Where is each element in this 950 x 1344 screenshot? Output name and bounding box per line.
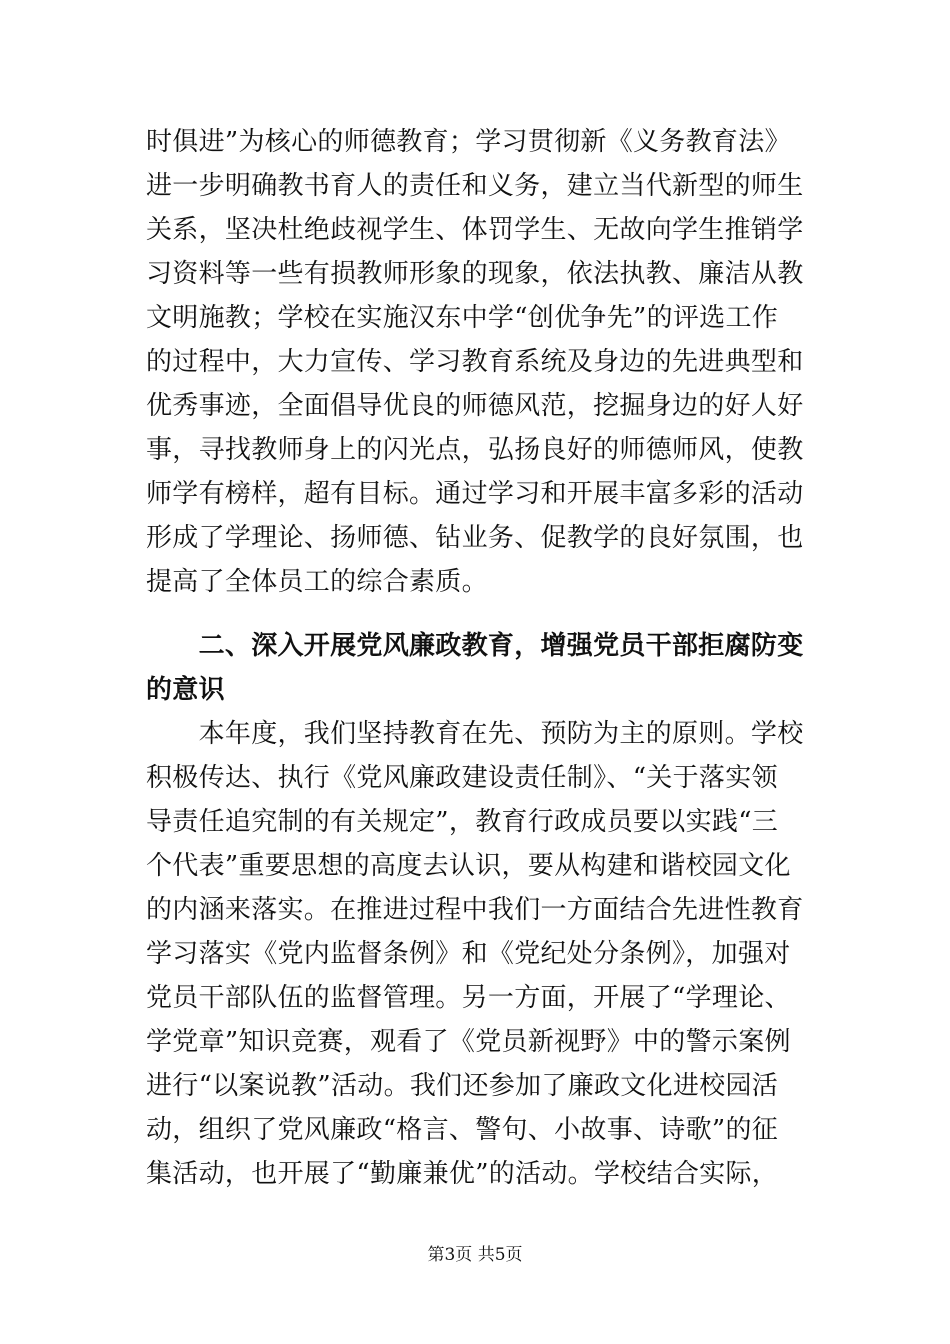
text-line: 进行“以案说教”活动。我们还参加了廉政文化进校园活 <box>146 1071 779 1101</box>
text-line: 学习落实《党内监督条例》和《党纪处分条例》，加强对 <box>146 939 791 969</box>
text-line: 师学有榜样，超有目标。通过学习和开展丰富多彩的活动 <box>146 479 804 509</box>
section-heading: 二、深入开展党风廉政教育，增强党员干部拒腐防变 <box>146 631 804 661</box>
text-line: 的内涵来落实。在推进过程中我们一方面结合先进性教育 <box>146 895 804 925</box>
text-line: 积极传达、执行《党风廉政建设责任制》、“关于落实领 <box>146 763 778 793</box>
section-heading: 的意识 <box>146 675 225 705</box>
text-line: 本年度，我们坚持教育在先、预防为主的原则。学校 <box>146 719 804 749</box>
text-line: 进一步明确教书育人的责任和义务，建立当代新型的师生 <box>146 171 804 201</box>
text-line: 事，寻找教师身上的闪光点，弘扬良好的师德师风，使教 <box>146 435 804 465</box>
text-line: 学党章”知识竞赛，观看了《党员新视野》中的警示案例 <box>146 1027 791 1057</box>
text-line: 提高了全体员工的综合素质。 <box>146 567 488 597</box>
text-line: 党员干部队伍的监督管理。另一方面，开展了“学理论、 <box>146 983 791 1013</box>
text-line: 个代表”重要思想的高度去认识，要从构建和谐校园文化 <box>146 851 791 881</box>
text-line: 时俱进”为核心的师德教育；学习贯彻新《义务教育法》 <box>146 127 791 157</box>
text-line: 优秀事迹，全面倡导优良的师德风范，挖掘身边的好人好 <box>146 391 804 421</box>
text-line: 的过程中，大力宣传、学习教育系统及身边的先进典型和 <box>146 347 804 377</box>
text-line: 动，组织了党风廉政“格言、警句、小故事、诗歌”的征 <box>146 1115 779 1145</box>
text-line: 关系，坚决杜绝歧视学生、体罚学生、无故向学生推销学 <box>146 215 804 245</box>
text-line: 形成了学理论、扬师德、钻业务、促教学的良好氛围，也 <box>146 523 804 553</box>
page-number: 第3页 共5页 <box>427 1245 523 1265</box>
text-line: 导责任追究制的有关规定”，教育行政成员要以实践“三 <box>146 807 779 837</box>
text-line: 集活动，也开展了“勤廉兼优”的活动。学校结合实际， <box>146 1159 779 1189</box>
text-line: 习资料等一些有损教师形象的现象，依法执教、廉洁从教 <box>146 259 804 289</box>
text-line: 文明施教；学校在实施汉东中学“创优争先”的评选工作 <box>146 303 779 333</box>
